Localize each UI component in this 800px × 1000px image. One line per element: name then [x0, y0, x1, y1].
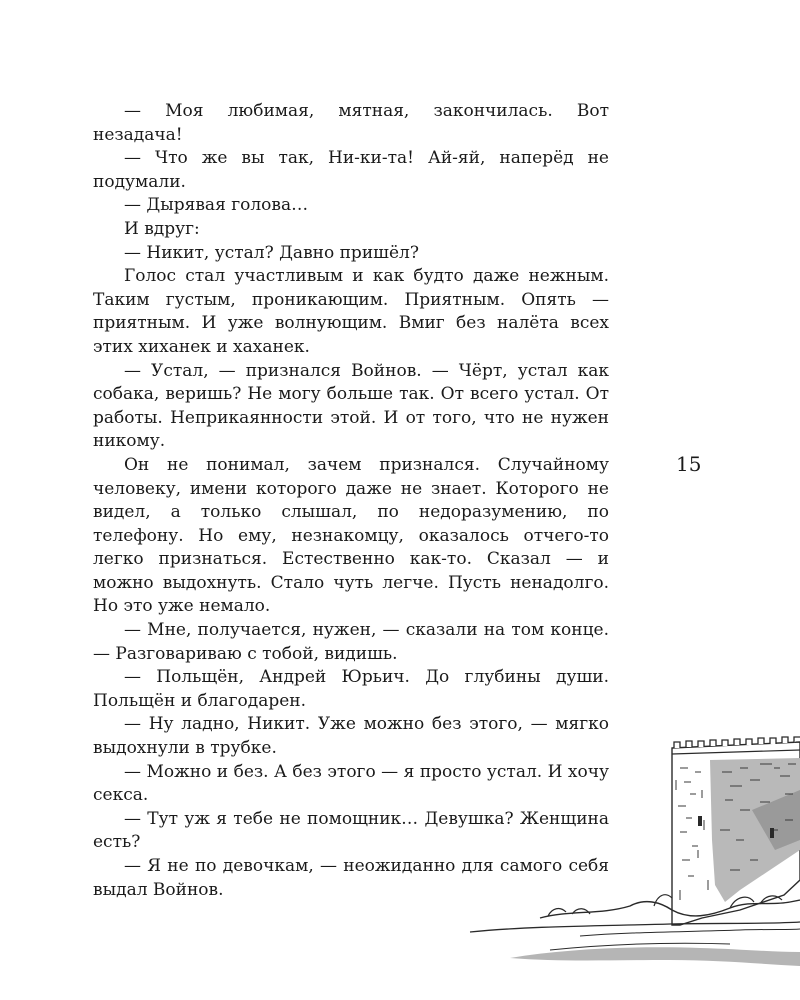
shoreline	[470, 922, 800, 932]
paragraph: — Моя любимая, мятная, закончилась. Вот незадача!	[93, 101, 609, 145]
paragraph: — Дырявая голова…	[124, 195, 309, 216]
paragraph: — Ну ладно, Никит. Уже можно без этого, — мягко выдохнули в трубке.	[93, 714, 609, 759]
paragraph: — Тут уж я тебе не помощник… Девушка? Женщина есть?	[93, 808, 609, 853]
paragraph: — Устал, — признался Войнов. — Чёрт, устал как собака, веришь? Не могу больше так. От всего устал. От работы. Неприкаянности этой. И от того, что не нужен никому.	[93, 360, 609, 452]
paragraph: — Мне, получается, нужен, — сказали на том конце. — Разговариваю с тобой, видишь.	[93, 620, 609, 664]
paragraph: — Польщён, Андрей Юрьич. До глубины души. Польщён и благодарен.	[93, 667, 609, 711]
paragraph: — Что же вы так, Ни-ки-та! Ай-яй, наперёд не подумали.	[93, 148, 609, 192]
paragraph: — Я не по девочкам, — неожиданно для самого себя выдал Войнов.	[93, 856, 609, 900]
paragraph: Голос стал участливым и как будто даже нежным. Таким густым, проникающим. Приятным. Опять — приятным. И уже волнующим. Вмиг без налёта всех этих хиханек и хаханек.	[93, 266, 609, 357]
paragraph: — Можно и без. А без этого — я просто устал. И хочу секса.	[93, 761, 609, 806]
paragraph: Он не понимал, зачем признался. Случайному человеку, имени которого даже не знает. Которого не видел, а только слышал, по недоразумению, по телефону. Но ему, незнакомцу, оказалось отчего-то легко признаться. Естественно как-то. Сказал — и можно выдохнуть. Стало чуть легче. Пусть ненадолго. Но это уже немало.	[93, 454, 609, 617]
paragraph: — Никит, устал? Давно пришёл?	[124, 242, 419, 263]
paragraph: И вдруг:	[124, 218, 200, 239]
fortress-tower-illustration	[440, 720, 800, 1000]
page-number: 15	[676, 452, 702, 476]
